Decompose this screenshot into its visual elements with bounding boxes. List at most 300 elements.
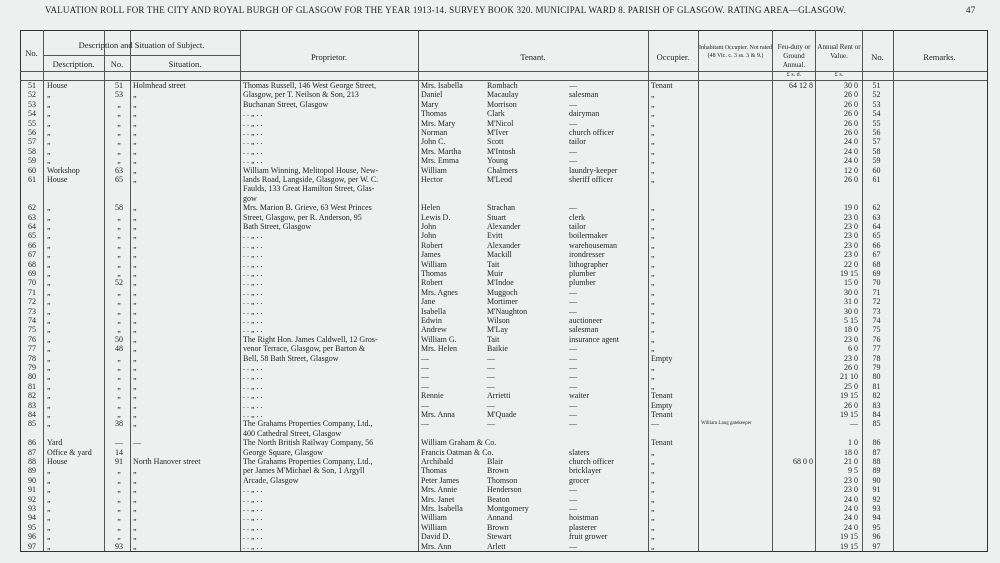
cell-t1: — — [421, 381, 429, 391]
cell-desc: „ — [47, 128, 51, 137]
cell-num: 50 — [115, 334, 123, 344]
cell-num: „ — [117, 475, 121, 485]
cell-t2: M'Intosh — [487, 146, 516, 156]
table-row — [20, 504, 986, 514]
cell-sit: „ — [133, 278, 137, 288]
cell-prop: . . „ . . — [243, 325, 263, 335]
table-row — [20, 513, 986, 523]
table-row — [20, 156, 986, 166]
cell-prop: . . „ . . — [243, 240, 263, 250]
cell-n2: 61 — [872, 175, 881, 184]
cell-oc: „ — [651, 259, 655, 269]
cell-occ: fruit grower — [569, 532, 608, 542]
cell-num: „ — [117, 146, 121, 156]
cell-prop: . . „ . . — [243, 231, 263, 241]
cell-n: 57 — [28, 137, 36, 147]
cell-oc: „ — [651, 90, 655, 100]
cell-t1: — — [421, 353, 429, 363]
cell-n2: 81 — [872, 381, 881, 391]
cell-occ: — — [569, 156, 577, 166]
cell-prop: . . „ . . — [243, 156, 263, 166]
cell-n2: 85 — [872, 419, 881, 429]
cell-desc: „ — [47, 203, 51, 213]
cell-num: „ — [117, 316, 121, 325]
table-row — [20, 137, 986, 147]
cell-n: 73 — [28, 306, 36, 316]
cell-desc: „ — [47, 381, 51, 391]
cell-oc: „ — [651, 457, 655, 466]
cell-t2: Arlett — [487, 541, 506, 551]
cell-n: 82 — [28, 391, 36, 401]
cell-sit: „ — [133, 99, 137, 109]
cell-val: 26 0 — [844, 175, 858, 184]
header-annual: Annual Rent or Value. — [817, 43, 861, 60]
cell-n: 77 — [28, 344, 36, 354]
header-description: Description. — [52, 59, 95, 69]
cell-desc: „ — [47, 90, 51, 100]
cell-sit: „ — [133, 175, 137, 184]
cell-n: 54 — [28, 109, 36, 119]
cell-num: 65 — [115, 175, 123, 184]
cell-oc: „ — [651, 156, 655, 166]
cell-num: „ — [117, 466, 121, 476]
cell-n2: 96 — [872, 532, 881, 542]
cell-desc: Office & yard — [47, 447, 92, 457]
table-row — [20, 147, 986, 157]
cell-occ: — — [569, 287, 577, 297]
cell-occ: tailor — [569, 137, 586, 147]
cell-n2: 55 — [872, 118, 881, 128]
cell-t2: Macaulay — [487, 90, 519, 100]
cell-num: „ — [117, 231, 121, 241]
cell-sit: „ — [133, 212, 137, 222]
cell-occ: hoistman — [569, 513, 599, 523]
cell-n2: 89 — [872, 466, 881, 476]
cell-val: 25 0 — [844, 381, 858, 391]
cell-sit: „ — [133, 316, 137, 325]
cell-t1: Andrew — [421, 325, 447, 335]
cell-t1: Daniel — [421, 90, 443, 100]
header-no: No. — [25, 48, 38, 58]
cell-t1: Mrs. Ann — [421, 541, 452, 551]
cell-oc: „ — [651, 532, 655, 542]
header-feu: Feu-duty or Ground Annual. — [777, 43, 811, 69]
cell-prop: . . „ . . — [243, 128, 263, 137]
cell-sit: North Hanover street — [133, 457, 201, 466]
cell-occ: dairyman — [569, 109, 600, 119]
cell-n2: 59 — [872, 156, 881, 166]
cell-occ: — — [569, 146, 577, 156]
cell-sit: „ — [133, 410, 137, 419]
cell-n2: 92 — [872, 494, 881, 504]
cell-desc: „ — [47, 250, 51, 260]
cell-sit: „ — [133, 372, 137, 382]
table-row — [20, 476, 986, 486]
cell-prop: Glasgow, per T. Neilson & Son, 213 — [243, 90, 359, 100]
cell-oc: „ — [651, 334, 655, 344]
cell-oc: „ — [651, 325, 655, 335]
cell-occ: — — [569, 372, 577, 382]
table-row — [20, 90, 986, 100]
cell-t1: Rennie — [421, 391, 444, 401]
cell-num: 58 — [115, 203, 123, 213]
table-row — [20, 466, 986, 476]
cell-oc: „ — [651, 381, 655, 391]
cell-prop: venor Terrace, Glasgow, per Barton & — [243, 344, 366, 354]
cell-prop: The Grahams Properties Company, Ltd., — [243, 419, 373, 429]
cell-oc: Tenant — [651, 438, 673, 448]
cell-t1: Mrs. Helen — [421, 344, 457, 354]
cell-prop: Mrs. Marion B. Grieve, 63 West Princes — [243, 203, 372, 213]
cell-sit: „ — [133, 513, 137, 523]
cell-t2: Muggoch — [487, 287, 518, 297]
cell-num: 38 — [115, 419, 123, 429]
cell-t2: Tait — [487, 259, 500, 269]
cell-num: „ — [117, 410, 121, 419]
cell-occ: waiter — [569, 391, 589, 401]
cell-occ: clerk — [569, 212, 585, 222]
cell-n: 67 — [28, 250, 36, 260]
header-remarks: Remarks. — [923, 52, 956, 62]
cell-occ: — — [569, 419, 577, 429]
cell-num: „ — [117, 532, 121, 542]
cell-t1: Mrs. Emma — [421, 156, 459, 166]
cell-t1: Francis Oatman & Co. — [421, 447, 494, 457]
cell-n: 96 — [28, 532, 36, 542]
cell-t2: — — [487, 363, 495, 372]
cell-t1: — — [421, 400, 429, 410]
cell-val: 21 0 — [844, 457, 858, 466]
cell-t1: Helen — [421, 203, 441, 213]
cell-n2: 76 — [872, 334, 881, 344]
cell-prop: . . „ . . — [243, 513, 263, 523]
table-row — [20, 194, 986, 204]
cell-n2: 74 — [872, 316, 881, 325]
table-row — [20, 391, 986, 401]
cell-occ: — — [569, 353, 577, 363]
cell-occ: grocer — [569, 475, 590, 485]
cell-n: 63 — [28, 212, 36, 222]
cell-n: 71 — [28, 287, 36, 297]
cell-desc: „ — [47, 410, 51, 419]
cell-desc: „ — [47, 287, 51, 297]
cell-t1: Mrs. Anna — [421, 410, 455, 419]
header-occupier: Occupier. — [656, 52, 690, 62]
cell-sit: „ — [133, 231, 137, 241]
cell-prop: . . „ . . — [243, 316, 263, 325]
cell-t1: — — [421, 372, 429, 382]
cell-sit: „ — [133, 541, 137, 551]
cell-occ: sheriff officer — [569, 175, 613, 184]
cell-t2: Strachan — [487, 203, 515, 213]
cell-t2: Stewart — [487, 532, 512, 542]
cell-n: 75 — [28, 325, 36, 335]
cell-occ: plumber — [569, 269, 596, 278]
cell-prop: per James M'Michael & Son, 1 Argyll — [243, 466, 365, 476]
cell-desc: „ — [47, 137, 51, 147]
cell-t1: — — [421, 419, 429, 429]
cell-occ: — — [569, 81, 577, 90]
cell-oc: Empty — [651, 400, 673, 410]
cell-oc: „ — [651, 250, 655, 260]
cell-n2: 60 — [872, 165, 881, 175]
cell-t1: Isabella — [421, 306, 446, 316]
cell-num: „ — [117, 269, 121, 278]
cell-desc: House — [47, 81, 68, 90]
cell-num: „ — [117, 391, 121, 401]
cell-occ: bricklayer — [569, 466, 602, 476]
cell-prop: . . „ . . — [243, 541, 263, 551]
cell-val: 18 0 — [844, 447, 858, 457]
cell-val: 24 0 — [844, 156, 858, 166]
cell-t2: Montgomery — [487, 504, 529, 513]
table-row — [20, 307, 986, 317]
cell-desc: „ — [47, 372, 51, 382]
cell-n2: 95 — [872, 522, 881, 532]
table-row — [20, 250, 986, 260]
cell-prop: . . „ . . — [243, 494, 263, 504]
table-row — [20, 175, 986, 185]
table-row — [20, 429, 986, 439]
cell-t2: Muir — [487, 269, 503, 278]
cell-oc: „ — [651, 222, 655, 231]
cell-val: 12 0 — [844, 165, 858, 175]
cell-desc: „ — [47, 419, 51, 429]
cell-sit: „ — [133, 391, 137, 401]
cell-n: 85 — [28, 419, 36, 429]
table-row — [20, 485, 986, 495]
cell-num: 51 — [115, 81, 123, 90]
cell-val: 30 0 — [844, 81, 858, 90]
cell-val: 19 0 — [844, 203, 858, 213]
header-situation: Situation. — [168, 59, 202, 69]
cell-occ: slaters — [569, 447, 590, 457]
cell-oc: „ — [651, 118, 655, 128]
cell-occ: — — [569, 504, 577, 513]
cell-prop: . . „ . . — [243, 381, 263, 391]
cell-oc: „ — [651, 240, 655, 250]
cell-prop: . . „ . . — [243, 391, 263, 401]
cell-num: „ — [117, 287, 121, 297]
cell-desc: „ — [47, 316, 51, 325]
cell-desc: „ — [47, 222, 51, 231]
cell-t1: Mrs. Isabella — [421, 81, 463, 90]
table-row — [20, 203, 986, 213]
cell-prop: The Grahams Properties Company, Ltd., — [243, 457, 373, 466]
table-row — [20, 128, 986, 138]
cell-num: „ — [117, 137, 121, 147]
cell-t1: John C. — [421, 137, 446, 147]
cell-n2: 90 — [872, 475, 881, 485]
cell-n2: 93 — [872, 504, 881, 513]
cell-val: 22 0 — [844, 259, 858, 269]
table-row — [20, 231, 986, 241]
cell-n: 97 — [28, 541, 36, 551]
cell-num: „ — [117, 353, 121, 363]
cell-t1: William — [421, 522, 447, 532]
cell-desc: „ — [47, 212, 51, 222]
cell-occ: boilermaker — [569, 231, 608, 241]
cell-occ: — — [569, 99, 577, 109]
cell-occ: — — [569, 344, 577, 354]
cell-t1: — — [421, 363, 429, 372]
cell-prop: . . „ . . — [243, 278, 263, 288]
cell-desc: „ — [47, 306, 51, 316]
cell-n2: 70 — [872, 278, 881, 288]
cell-occ: church officer — [569, 128, 614, 137]
cell-occ: auctioneer — [569, 316, 603, 325]
cell-t1: William — [421, 165, 447, 175]
cell-n: 53 — [28, 99, 36, 109]
cell-val: 23 0 — [844, 353, 858, 363]
cell-oc: „ — [651, 137, 655, 147]
cell-oc: „ — [651, 287, 655, 297]
cell-desc: „ — [47, 325, 51, 335]
table-row — [20, 354, 986, 364]
cell-sit: „ — [133, 475, 137, 485]
cell-num: „ — [117, 513, 121, 523]
cell-desc: „ — [47, 532, 51, 542]
cell-t2: Brown — [487, 466, 509, 476]
cell-sit: „ — [133, 250, 137, 260]
cell-prop: . . „ . . — [243, 504, 263, 513]
table-row — [20, 81, 986, 91]
cell-prop: . . „ . . — [243, 109, 263, 119]
cell-occ: — — [569, 400, 577, 410]
cell-oc: „ — [651, 316, 655, 325]
cell-sit: „ — [133, 400, 137, 410]
cell-sit: — — [133, 438, 141, 448]
cell-n: 60 — [28, 165, 36, 175]
cell-val: 5 15 — [844, 316, 858, 325]
cell-t1: Robert — [421, 240, 443, 250]
cell-oc: „ — [651, 109, 655, 119]
cell-oc: Empty — [651, 353, 673, 363]
cell-n: 58 — [28, 146, 36, 156]
table-row — [20, 109, 986, 119]
cell-t1: Mary — [421, 99, 439, 109]
cell-prop: . . „ . . — [243, 137, 263, 147]
cell-n: 87 — [28, 447, 36, 457]
cell-prop: The Right Hon. James Caldwell, 12 Gros- — [243, 334, 378, 344]
cell-prop: . . „ . . — [243, 400, 263, 410]
cell-oc: „ — [651, 363, 655, 372]
cell-n: 56 — [28, 128, 36, 137]
cell-t2: Rombach — [487, 81, 518, 90]
cell-num: „ — [117, 325, 121, 335]
cell-prop: The North British Railway Company, 56 — [243, 438, 374, 448]
cell-t1: Jane — [421, 297, 436, 307]
cell-n: 52 — [28, 90, 36, 100]
cell-t2: Evitt — [487, 231, 503, 241]
table-row — [20, 100, 986, 110]
cell-desc: „ — [47, 504, 51, 513]
cell-desc: „ — [47, 231, 51, 241]
cell-n: 61 — [28, 175, 36, 184]
cell-n2: 78 — [872, 353, 881, 363]
cell-oc: „ — [651, 522, 655, 532]
cell-oc: „ — [651, 297, 655, 307]
cell-t1: Thomas — [421, 269, 447, 278]
cell-desc: House — [47, 457, 68, 466]
cell-prop: Thomas Russell, 146 West George Street, — [243, 81, 377, 90]
cell-t1: Mrs. Agnes — [421, 287, 458, 297]
cell-sit: Holmhead street — [133, 81, 186, 90]
cell-num: „ — [117, 240, 121, 250]
cell-t1: John — [421, 222, 437, 231]
cell-t1: Thomas — [421, 109, 447, 119]
cell-n2: 67 — [872, 250, 881, 260]
cell-val: 24 0 — [844, 522, 858, 532]
cell-n: 94 — [28, 513, 36, 523]
cell-num: 53 — [115, 90, 123, 100]
cell-t2: Wilson — [487, 316, 510, 325]
cell-n: 90 — [28, 475, 36, 485]
header-proprietor: Proprietor. — [310, 52, 348, 62]
cell-desc: House — [47, 175, 68, 184]
cell-n: 83 — [28, 400, 36, 410]
cell-inh: William Lang gatekeeper — [701, 421, 752, 427]
cell-occ: salesman — [569, 325, 599, 335]
cell-t2: Baikie — [487, 344, 508, 354]
cell-val: 23 0 — [844, 485, 858, 495]
roll-title: VALUATION ROLL FOR THE CITY AND ROYAL BURGH OF GLASGOW FOR THE YEAR 1913-14. SURVEY BOOK 320. MUNICIPAL WARD 8. PARISH OF GLASGOW. RATING AREA—GLASGOW. — [45, 5, 847, 15]
cell-num: 93 — [115, 541, 123, 551]
cell-occ: salesman — [569, 90, 599, 100]
cell-prop: . . „ . . — [243, 259, 263, 269]
cell-val: 24 0 — [844, 504, 858, 513]
cell-occ: church officer — [569, 457, 614, 466]
cell-n2: 53 — [872, 99, 881, 109]
cell-val: 19 15 — [840, 269, 858, 278]
cell-oc: „ — [651, 128, 655, 137]
cell-t2: Arrietti — [487, 391, 511, 401]
cell-val: 23 0 — [844, 222, 858, 231]
cell-n: 72 — [28, 297, 36, 307]
table-row — [20, 184, 986, 194]
cell-num: „ — [117, 128, 121, 137]
cell-sit: „ — [133, 466, 137, 476]
header-description-group: Description and Situation of Subject. — [78, 40, 205, 50]
cell-desc: „ — [47, 118, 51, 128]
cell-val: 24 0 — [844, 137, 858, 147]
cell-t2: Scott — [487, 137, 504, 147]
cell-feu: 68 0 0 — [793, 457, 813, 466]
cell-desc: Workshop — [47, 165, 80, 175]
cell-t1: William Graham & Co. — [421, 438, 497, 448]
cell-oc: „ — [651, 99, 655, 109]
cell-n2: 79 — [872, 363, 881, 372]
cell-t1: Mrs. Mary — [421, 118, 456, 128]
header-no-2: No. — [110, 59, 124, 69]
cell-prop: . . „ . . — [243, 146, 263, 156]
cell-num: 52 — [115, 278, 123, 288]
cell-num: „ — [117, 212, 121, 222]
cell-t2: Stuart — [487, 212, 507, 222]
cell-val: 23 0 — [844, 334, 858, 344]
cell-sit: „ — [133, 146, 137, 156]
cell-val: 9 5 — [848, 466, 858, 476]
cell-desc: „ — [47, 269, 51, 278]
cell-t1: Peter James — [421, 475, 459, 485]
cell-occ: — — [569, 118, 577, 128]
cell-oc: „ — [651, 475, 655, 485]
cell-t2: M'Iver — [487, 128, 509, 137]
cell-n: 65 — [28, 231, 36, 241]
cell-desc: „ — [47, 297, 51, 307]
cell-n2: 62 — [872, 203, 881, 213]
cell-occ: — — [569, 485, 577, 495]
